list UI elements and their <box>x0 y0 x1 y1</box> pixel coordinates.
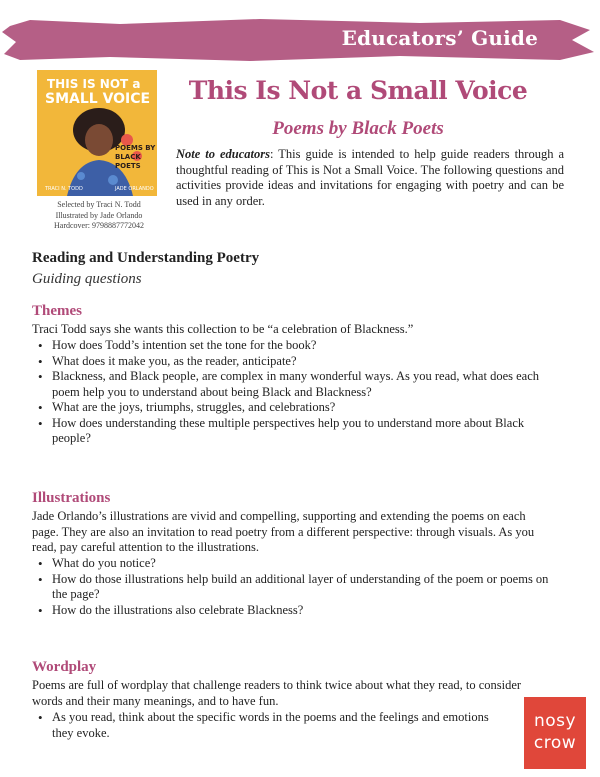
book-cover-image <box>37 70 157 196</box>
illustrations-intro: Jade Orlando’s illustrations are vivid and compelling, supporting and extending the poems on each page. They are also an invitation to read poetry from a different perspective: through visuals. As you read, pay careful attention to the illustrations. <box>32 509 535 554</box>
caption-illustrated-by: Illustrated by Jade Orlando <box>55 210 143 220</box>
educator-note <box>176 147 564 209</box>
svg-text:TRACI N. TODD: TRACI N. TODD <box>45 186 83 192</box>
svg-text:POETS: POETS <box>115 162 141 170</box>
illustrations-heading: Illustrations <box>32 490 111 506</box>
wordplay-intro: Poems are full of wordplay that challenge readers to think twice about what they read, to consider words and their many meanings, and to have fun. <box>32 678 522 708</box>
publisher-logo <box>524 697 586 769</box>
themes-intro: Traci Todd says she wants this collection to be “a celebration of Blackness.” <box>32 322 414 336</box>
logo-line-2: crow <box>533 733 577 753</box>
illustrations-list <box>36 556 556 618</box>
book-caption <box>20 200 178 232</box>
list-item: • What do you notice? <box>36 556 556 572</box>
svg-text:JADE ORLANDO: JADE ORLANDO <box>115 186 154 192</box>
svg-text:POEMS BY: POEMS BY <box>115 144 156 152</box>
logo-line-1: nosy <box>533 711 577 731</box>
list-item: • How do the illustrations also celebrate Blackness? <box>36 603 556 619</box>
list-item: • How does Todd’s intention set the tone for the book? <box>36 338 556 354</box>
wordplay-heading: Wordplay <box>32 659 97 675</box>
svg-text:THIS IS NOT a: THIS IS NOT a <box>47 77 141 91</box>
banner-title: Educators’ Guide <box>341 26 538 50</box>
list-item: • How does understanding these multiple perspectives help you to understand more about Black people? <box>36 416 556 447</box>
list-item: • How do those illustrations help build an additional layer of understanding of the poem or poems on the page? <box>36 572 556 603</box>
list-item: • Blackness, and Black people, are complex in many wonderful ways. As you read, what does each poem help you to understand about being Black and Blackness? <box>36 369 556 400</box>
caption-selected-by: Selected by Traci N. Todd <box>57 200 141 209</box>
themes-list <box>36 338 556 447</box>
caption-isbn: Hardcover: 9798887772042 <box>54 221 144 230</box>
svg-text:SMALL VOICE: SMALL VOICE <box>45 91 151 107</box>
themes-heading: Themes <box>32 303 82 319</box>
page-subtitle: Poems by Black Poets <box>272 118 444 139</box>
svg-text:BLACK: BLACK <box>115 153 141 161</box>
list-item: • What are the joys, triumphs, struggles, and celebrations? <box>36 400 556 416</box>
section-title: Reading and Understanding Poetry <box>32 250 260 266</box>
note-text: : This guide is intended to help guide readers through a thoughtful reading of This is Not a Small Voice. The following questions and activities provide ideas and invitations for engaging with poetry and can be used in any order. <box>176 147 564 208</box>
page-title: This Is Not a Small Voice <box>188 76 528 105</box>
note-label: Note to educators <box>176 147 270 161</box>
list-item: • What does it make you, as the reader, anticipate? <box>36 354 556 370</box>
header-banner <box>0 18 600 62</box>
section-subtitle: Guiding questions <box>32 271 142 287</box>
wordplay-list <box>36 710 506 741</box>
list-item: • As you read, think about the specific words in the poems and the feelings and emotions they evoke. <box>36 710 506 741</box>
